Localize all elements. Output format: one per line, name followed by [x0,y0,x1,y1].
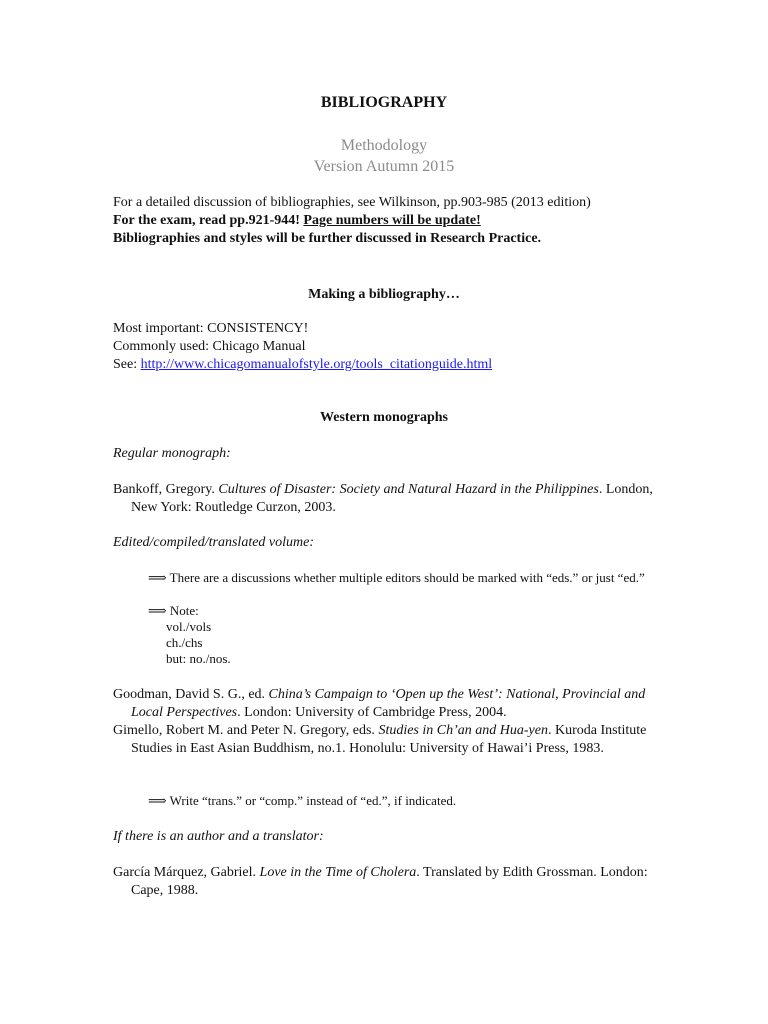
entry-gimello [113,722,668,758]
see-line [113,356,668,374]
entry-goodman [113,686,668,722]
intro-line-2 [113,212,668,230]
chicago-url-link[interactable]: http://www.chicagomanualofstyle.org/tools_citationguide.html [140,357,493,372]
subtitle-methodology: Methodology [340,137,428,154]
abbrev-item: vol./vols [166,619,212,634]
consistency-line: Most important: CONSISTENCY! [113,321,309,336]
entry-author: García Márquez, Gabriel. [113,865,260,880]
note-editors: ⟹ There are a discussions whether multiple editors should be marked with “eds.” or just “ed.” [148,570,645,585]
entry-bankoff [113,481,668,517]
abbrev-item: ch./chs [166,635,203,650]
section-heading-making: Making a bibliography… [308,287,460,302]
abbrev-item: but: no./nos. [166,651,231,666]
entry-garcia [113,864,668,900]
section-heading-western: Western monographs [320,410,448,425]
author-translator-label: If there is an author and a translator: [113,829,324,844]
entry-author: Gimello, Robert M. and Peter N. Gregory, eds. [113,723,379,738]
note-abbrev: ⟹ Note: [148,603,199,618]
intro-line-1: For a detailed discussion of bibliographies, see Wilkinson, pp.903-985 (2013 edition) [113,195,591,210]
entry-title: Love in the Time of Cholera [259,865,417,880]
regular-monograph-label: Regular monograph: [113,446,231,461]
entry-title: Cultures of Disaster: Society and Natural Hazard in the Philippines [218,482,599,497]
entry-title: Studies in Ch’an and Hua-yen [378,723,548,738]
subtitle-version: Version Autumn 2015 [313,158,455,175]
edited-volume-label: Edited/compiled/translated volume: [113,535,315,550]
entry-author: Bankoff, Gregory. [113,482,219,497]
chicago-line: Commonly used: Chicago Manual [113,339,306,354]
see-label: See: [113,357,141,372]
page-title: BIBLIOGRAPHY [320,94,448,111]
entry-title: China’s Campaign to ‘Open up the West’: National, Provincial and Local Perspectives [131,687,646,720]
entry-author: Goodman, David S. G., ed. [113,687,269,702]
note-trans-comp: ⟹ Write “trans.” or “comp.” instead of “ed.”, if indicated. [148,793,457,808]
entry-publication: . London, New York: Routledge Curzon, 2003. [131,482,653,515]
entry-publication: . Translated by Edith Grossman. London: Cape, 1988. [131,865,648,898]
update-warning: Page numbers will be update! [303,213,481,228]
intro-line-3: Bibliographies and styles will be further discussed in Research Practice. [113,231,542,246]
entry-publication: . London: University of Cambridge Press, 2004. [237,705,507,720]
entry-publication: . Kuroda Institute Studies in East Asian Buddhism, no.1. Honolulu: University of Hawai’i Press, 1983. [131,723,647,756]
exam-reading-note: For the exam, read pp.921-944! [113,213,304,228]
